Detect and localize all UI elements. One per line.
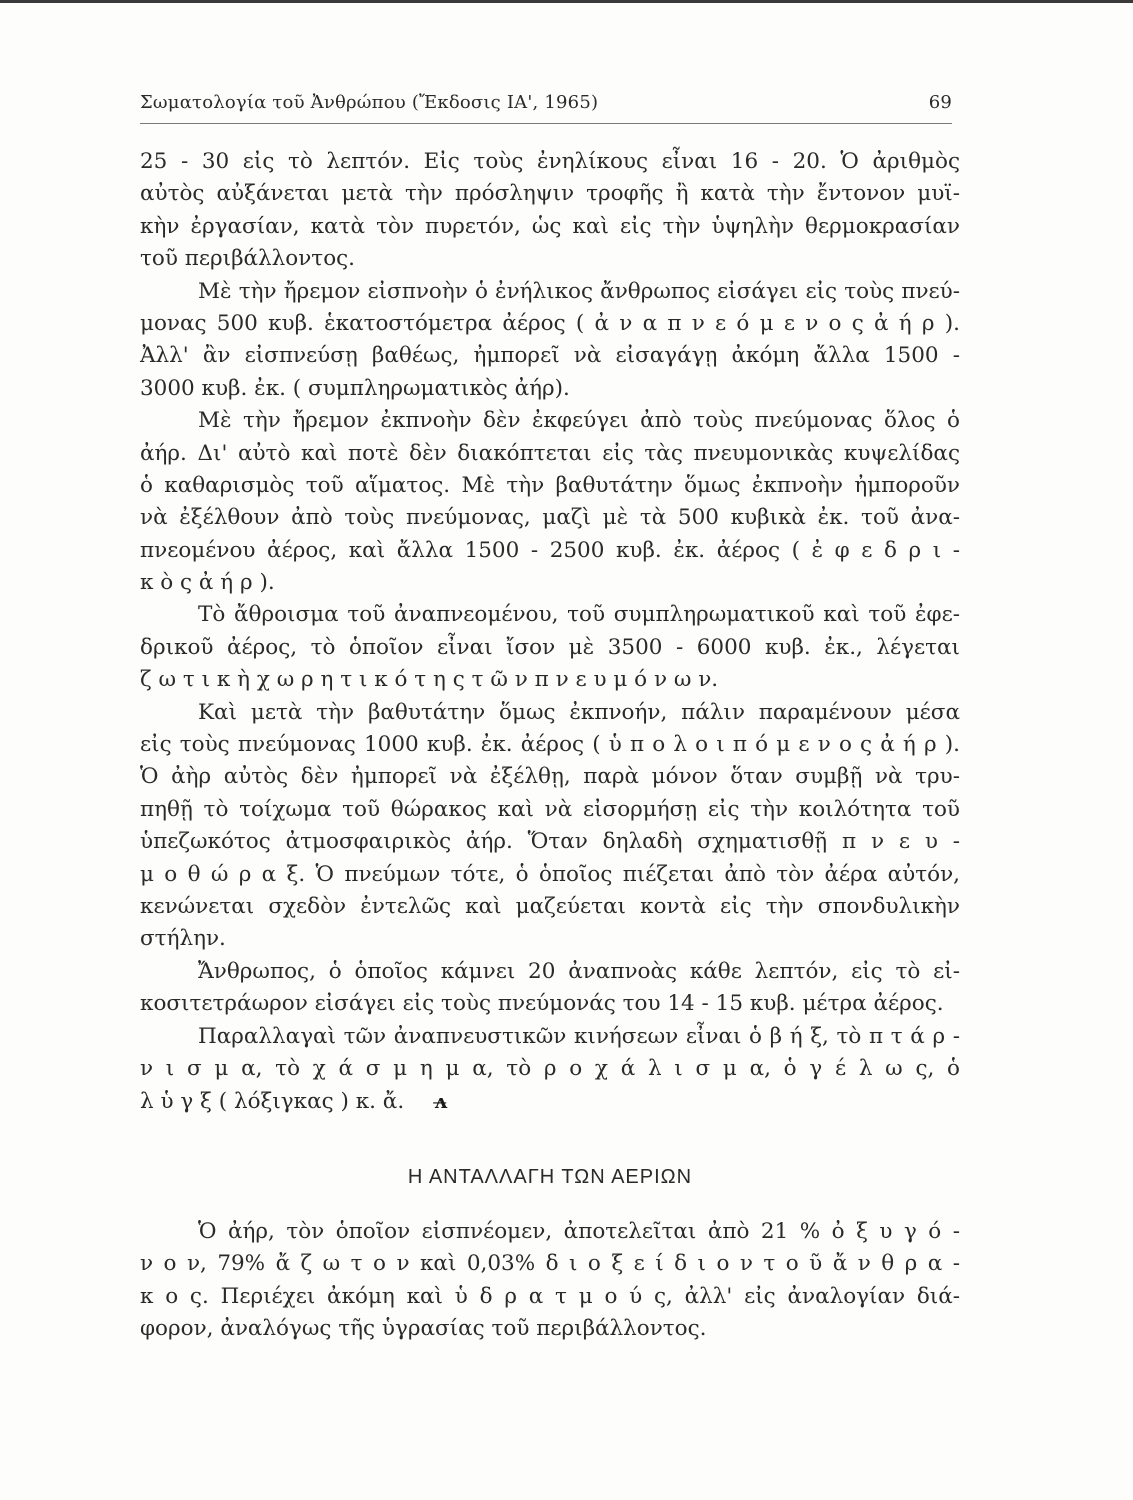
text-line: κενώνεται σχεδὸν ἐντελῶς καὶ μαζεύεται κοντὰ εἰς τὴν σπονδυλικὴν	[140, 893, 960, 919]
text-line: μονας 500 κυβ. ἑκατοστόμετρα ἀέρος ( ἀ ν α π ν ε ό μ ε ν ο ς ἀ ή ρ ).	[140, 310, 960, 336]
text-line-content: λ ὑ γ ξ ( λόξιγκας ) κ. ἄ.	[140, 1089, 405, 1115]
header-rule	[140, 123, 952, 124]
text-line: ζ ω τ ι κ ὴ χ ω ρ η τ ι κ ό τ η ς τ ῶ ν π ν ε υ μ ό ν ω ν.	[140, 667, 719, 693]
running-head	[140, 92, 952, 118]
section-body-text	[140, 1216, 960, 1346]
body-text	[140, 146, 960, 1118]
text-line: ὑπεζωκότος ἀτμοσφαιρικὸς ἀήρ. Ὅταν δηλαδὴ σχηματισθῇ π ν ε υ -	[140, 829, 960, 855]
page-number: 69	[928, 92, 952, 113]
text-line: Τὸ ἄθροισμα τοῦ ἀναπνεομένου, τοῦ συμπληρωματικοῦ καὶ τοῦ ἐφε-	[198, 602, 960, 628]
text-line: κ ο ς. Περιέχει ἀκόμη καὶ ὑ δ ρ α τ μ ο ύ ς, ἀλλ' εἰς ἀναλογίαν διά-	[140, 1283, 960, 1309]
text-line: πηθῇ τὸ τοίχωμα τοῦ θώρακος καὶ νὰ εἰσορμήσῃ εἰς τὴν κοιλότητα τοῦ	[140, 796, 960, 822]
section-heading: Η ΑΝΤΑΛΛΑΓΗ ΤΩΝ ΑΕΡΙΩΝ	[407, 1166, 693, 1188]
scan-top-edge	[0, 0, 1133, 3]
text-line: δρικοῦ ἀέρος, τὸ ὁποῖον εἶναι ἴσον μὲ 3500 - 6000 κυβ. ἐκ., λέγεται	[140, 634, 960, 660]
text-line: 25 - 30 εἰς τὸ λεπτόν. Εἰς τοὺς ἐνηλίκους εἶναι 16 - 20. Ὁ ἀριθμὸς	[140, 149, 960, 174]
text-line: Ὁ ἀήρ, τὸν ὁποῖον εἰσπνέομεν, ἀποτελεῖται ἀπὸ 21 % ὀ ξ υ γ ό -	[198, 1219, 960, 1244]
text-line: ν ο ν, 79% ἄ ζ ω τ ο ν καὶ 0,03% δ ι ο ξ ε ί δ ι ο ν τ ο ῦ ἄ ν θ ρ α -	[140, 1251, 960, 1277]
text-line: Ὁ ἀὴρ αὐτὸς δὲν ἠμπορεῖ νὰ ἐξέλθῃ, παρὰ μόνον ὅταν συμβῇ νὰ τρυ-	[140, 764, 960, 790]
text-line: νὰ ἐξέλθουν ἀπὸ τοὺς πνεύμονας, μαζὶ μὲ τὰ 500 κυβικὰ ἐκ. τοῦ ἀνα-	[140, 505, 960, 531]
running-head-title: Σωματολογία τοῦ Ἀνθρώπου (Ἔκδοσις ΙΑ', 1965)	[140, 92, 599, 113]
text-line: αὐτὸς αὐξάνεται μετὰ τὴν πρόσληψιν τροφῆς ἢ κατὰ τὴν ἔντονον μυϊ-	[140, 181, 960, 207]
text-line: ἀήρ. Δι' αὐτὸ καὶ ποτὲ δὲν διακόπτεται εἰς τὰς πνευμονικὰς κυψελίδας	[140, 440, 960, 466]
text-line: ν ι σ μ α, τὸ χ ά σ μ η μ α, τὸ ρ ο χ ά λ ι σ μ α, ὁ γ έ λ ω ς, ὁ	[140, 1055, 960, 1081]
text-line: εἰς τοὺς πνεύμονας 1000 κυβ. ἐκ. ἀέρος ( ὑ π ο λ ο ι π ό μ ε ν ο ς ἀ ή ρ ).	[140, 732, 960, 758]
text-line: Μὲ τὴν ἤρεμον εἰσπνοὴν ὁ ἐνήλικος ἄνθρωπος εἰσάγει εἰς τοὺς πνεύ-	[198, 278, 960, 304]
text-line: 3000 κυβ. ἐκ. ( συμπληρωματικὸς ἀήρ).	[140, 375, 570, 401]
text-line: κὴν ἐργασίαν, κατὰ τὸν πυρετόν, ὡς καὶ εἰς τὴν ὑψηλὴν θερμοκρασίαν	[140, 213, 960, 239]
text-line: Παραλλαγαὶ τῶν ἀναπνευστικῶν κινήσεων εἶναι ὁ β ή ξ, τὸ π τ ά ρ -	[198, 1023, 960, 1049]
text-line: κ ὸ ς ἀ ή ρ ).	[140, 570, 275, 596]
text-line: ὁ καθαρισμὸς τοῦ αἵματος. Μὲ τὴν βαθυτάτην ὅμως ἐκπνοὴν ἠμποροῦν	[140, 472, 960, 498]
text-line: μ ο θ ώ ρ α ξ. Ὁ πνεύμων τότε, ὁ ὁποῖος πιέζεται ἀπὸ τὸν ἀέρα αὐτόν,	[140, 861, 960, 887]
text-line: στήλην.	[140, 926, 226, 952]
text-line: Ἀλλ' ἂν εἰσπνεύσῃ βαθέως, ἠμπορεῖ νὰ εἰσαγάγῃ ἀκόμη ἄλλα 1500 -	[140, 343, 960, 369]
text-line: Καὶ μετὰ τὴν βαθυτάτην ὅμως ἐκπνοήν, πάλιν παραμένουν μέσα	[198, 699, 960, 725]
text-line: τοῦ περιβάλλοντος.	[140, 246, 356, 272]
text-line: φορον, ἀναλόγως τῆς ὑγρασίας τοῦ περιβάλλοντος.	[140, 1316, 707, 1342]
text-line	[140, 1085, 960, 1117]
text-line: Ἄνθρωπος, ὁ ὁποῖος κάμνει 20 ἀναπνοὰς κάθε λεπτόν, εἰς τὸ εἰ-	[198, 958, 960, 984]
text-line: Μὲ τὴν ἤρεμον ἐκπνοὴν δὲν ἐκφεύγει ἀπὸ τοὺς πνεύμονας ὅλος ὁ	[198, 408, 960, 434]
text-line: πνεομένου ἀέρος, καὶ ἄλλα 1500 - 2500 κυβ. ἐκ. ἀέρος ( ἐ φ ε δ ρ ι -	[140, 537, 960, 563]
proofreader-mark: ᴧ̶	[434, 1089, 447, 1114]
text-line: κοσιτετράωρον εἰσάγει εἰς τοὺς πνεύμονάς του 14 - 15 κυβ. μέτρα ἀέρος.	[140, 991, 944, 1017]
